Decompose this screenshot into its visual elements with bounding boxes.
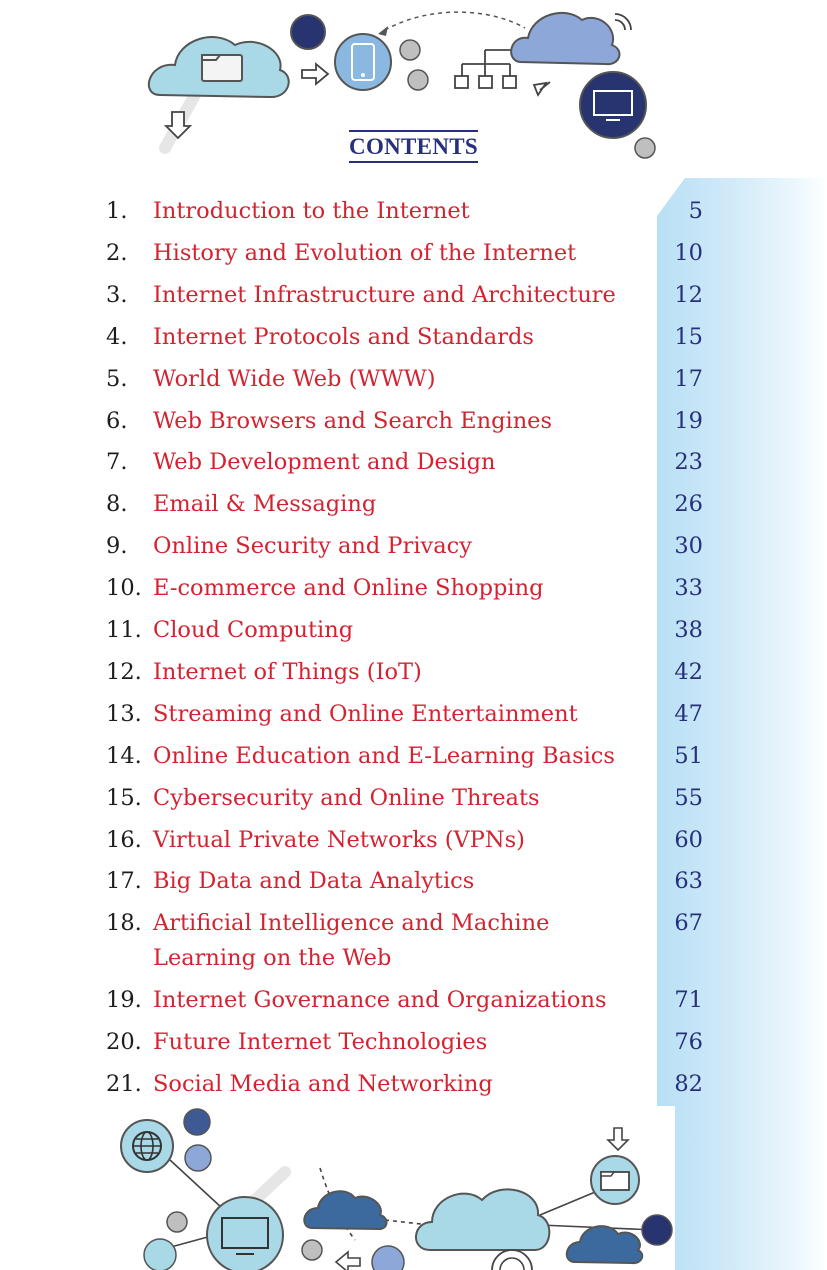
entry-number: 7. — [106, 449, 128, 476]
entry-title[interactable]: History and Evolution of the Internet — [153, 239, 577, 266]
entry-page-number: 19 — [674, 407, 703, 434]
entry-title[interactable]: Internet Infrastructure and Architecture — [153, 281, 616, 308]
entry-page-number: 63 — [674, 868, 703, 895]
entry-page-number: 42 — [674, 658, 703, 685]
entry-page-number: 51 — [674, 742, 703, 769]
cloud-icon — [304, 1191, 386, 1229]
entry-title[interactable]: Cybersecurity and Online Threats — [153, 784, 540, 811]
globe-icon — [121, 1120, 173, 1172]
contents-heading — [0, 130, 827, 163]
entry-number: 2. — [106, 239, 128, 266]
entry-title[interactable]: Online Security and Privacy — [153, 533, 472, 560]
entry-number: 5. — [106, 365, 128, 392]
entry-title[interactable]: Internet of Things (IoT) — [153, 658, 422, 685]
cloud-icon — [511, 13, 619, 64]
entry-title[interactable]: Web Development and Design — [153, 449, 496, 476]
wifi-icon — [492, 1250, 532, 1270]
entry-number: 14. — [106, 742, 142, 769]
entry-page-number: 76 — [674, 1029, 703, 1056]
entry-page-number: 12 — [674, 281, 703, 308]
entry-title[interactable]: Online Education and E-Learning Basics — [153, 742, 615, 769]
entry-number: 11. — [106, 617, 142, 643]
entry-title[interactable]: Streaming and Online Entertainment — [153, 700, 578, 727]
entry-number: 13. — [106, 700, 142, 727]
entry-title[interactable]: E-commerce and Online Shopping — [153, 575, 544, 602]
entry-page-number: 17 — [674, 365, 703, 392]
cloud-folder-icon — [149, 37, 289, 97]
network-tree-icon — [455, 50, 516, 88]
monitor-icon — [207, 1197, 283, 1270]
entry-page-number: 30 — [674, 533, 703, 560]
entry-number: 15. — [106, 784, 142, 811]
entry-title[interactable]: World Wide Web (WWW) — [153, 365, 436, 392]
entry-number: 8. — [106, 491, 128, 518]
entry-page-number: 38 — [674, 617, 703, 643]
entry-title[interactable]: Internet Protocols and Standards — [153, 323, 534, 350]
entry-page-number: 60 — [674, 826, 703, 853]
entry-number: 4. — [106, 323, 128, 350]
entry-number: 1. — [106, 198, 128, 224]
entry-page-number: 10 — [674, 239, 703, 266]
entry-page-number: 71 — [674, 987, 703, 1014]
entry-number: 3. — [106, 281, 128, 308]
monitor-icon — [580, 72, 646, 138]
entry-number: 12. — [106, 658, 142, 685]
entry-title[interactable]: Email & Messaging — [153, 491, 377, 518]
entry-number: 10. — [106, 575, 142, 602]
entry-title[interactable]: Internet Governance and Organizations — [153, 987, 607, 1014]
entry-number: 16. — [106, 826, 142, 853]
page-title: CONTENTS — [349, 130, 478, 163]
entry-title[interactable]: Big Data and Data Analytics — [153, 868, 475, 895]
entry-page-number: 55 — [674, 784, 703, 811]
entry-page-number: 23 — [674, 449, 703, 476]
smartphone-icon — [335, 34, 391, 90]
entry-title[interactable]: Virtual Private Networks (VPNs) — [153, 826, 525, 853]
entry-title[interactable]: Introduction to the Internet — [153, 198, 470, 224]
cloud-icon — [416, 1189, 549, 1250]
entry-page-number: 33 — [674, 575, 703, 602]
entry-number: 6. — [106, 407, 128, 434]
entry-page-number: 82 — [674, 1071, 703, 1097]
entry-page-number: 5 — [688, 198, 703, 224]
entry-number: 9. — [106, 533, 128, 560]
entry-page-number: 67 — [674, 910, 703, 937]
entry-number: 18. — [106, 910, 142, 937]
entry-number: 20. — [106, 1029, 142, 1056]
entry-title[interactable]: Social Media and Networking — [153, 1071, 493, 1097]
entry-title[interactable]: Future Internet Technologies — [153, 1029, 488, 1056]
entry-number: 17. — [106, 868, 142, 895]
entry-number: 21. — [106, 1071, 142, 1097]
entry-page-number: 47 — [674, 700, 703, 727]
entry-page-number: 15 — [674, 323, 703, 350]
entry-number: 19. — [106, 987, 142, 1014]
entry-title[interactable]: Artificial Intelligence and Machine Learning on the Web — [153, 910, 550, 972]
entry-title[interactable]: Web Browsers and Search Engines — [153, 407, 553, 434]
cloud-folder-icon — [591, 1156, 639, 1204]
entry-page-number: 26 — [674, 491, 703, 518]
entry-title[interactable]: Cloud Computing — [153, 617, 354, 643]
